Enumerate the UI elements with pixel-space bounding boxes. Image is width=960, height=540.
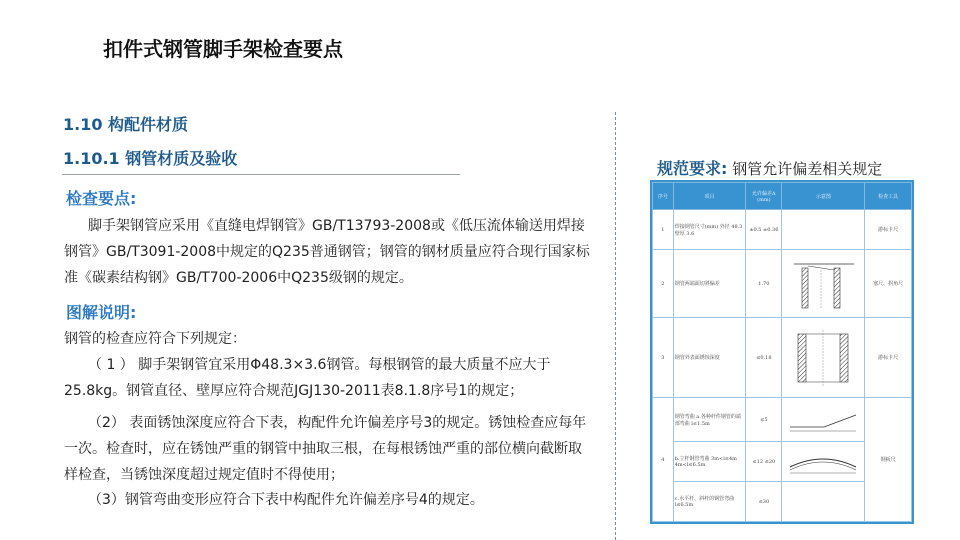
table-cell — [782, 482, 865, 522]
section-heading: 1.10 构配件材质 — [63, 115, 189, 134]
illustration-label: 图解说明: — [66, 303, 137, 322]
table-cell: 钢管弯曲 a.各种杆件钢管的端部弯曲 l≤1.5m — [673, 398, 746, 442]
tolerance-table — [652, 182, 912, 522]
inspection-label: 检查要点: — [66, 189, 137, 208]
table-cell: 焊接钢管尺寸(mm) 外径 48.3 壁厚 3.6 — [673, 210, 746, 250]
table-cell — [782, 250, 865, 318]
table-cell: 4 — [653, 398, 674, 522]
table-header: 示意图 — [782, 183, 865, 210]
table-cell: 塞尺、拐角尺 — [865, 250, 912, 318]
table-cell: 1.70 — [746, 250, 782, 318]
table-cell: c.水平杆、斜杆的钢管弯曲 l≤6.5m — [673, 482, 746, 522]
table-header: 项目 — [673, 183, 746, 210]
table-cell: 2 — [653, 250, 674, 318]
table-cell — [782, 398, 865, 442]
table-cell — [782, 442, 865, 482]
table-row — [653, 398, 912, 442]
table-row — [653, 318, 912, 398]
table-cell: 游标卡尺 — [865, 318, 912, 398]
table-cell: ±0.5 ±0.36 — [746, 210, 782, 250]
requirement-label: 规范要求: — [657, 159, 728, 178]
pole-bend-diagram — [784, 449, 862, 475]
table-row — [653, 250, 912, 318]
pipe-end-diagram — [784, 256, 862, 312]
table-cell: ≤12 ≤20 — [746, 442, 782, 482]
requirement-heading — [657, 156, 882, 179]
table-header-row — [653, 183, 912, 210]
table-cell — [782, 210, 865, 250]
illustration-item-2: （2） 表面锈蚀深度应符合下表，构配件允许偏差序号3的规定。锈蚀检查应每年一次。检查时，应在锈蚀严重的钢管中抽取三根，在每根锈蚀严重的部位横向截断取样检查，当锈蚀深度超过规定值时不得使用； — [64, 415, 587, 483]
subsection-heading: 1.10.1 钢管材质及验收 — [63, 149, 238, 168]
column-divider — [615, 112, 616, 540]
table-cell: ≤5 — [746, 398, 782, 442]
table-cell: ≤0.18 — [746, 318, 782, 398]
illustration-item-3: （3）钢管弯曲变形应符合下表中构配件允许偏差序号4的规定。 — [88, 492, 484, 508]
heading-underline — [62, 174, 460, 175]
table-cell: 3 — [653, 318, 674, 398]
table-header: 允许偏差Δ (mm) — [746, 183, 782, 210]
table-cell — [782, 318, 865, 398]
table-cell: 钢管外表面锈蚀深度 — [673, 318, 746, 398]
pipe-corrosion-diagram — [784, 328, 862, 388]
illustration-intro: 钢管的检查应符合下列规定： — [64, 331, 246, 347]
table-cell: b.立杆钢管弯曲 3m<l≤4m 4m<l≤6.5m — [673, 442, 746, 482]
illustration-item-1: （ 1 ） 脚手架钢管宜采用Φ48.3×3.6钢管。每根钢管的最大质量不应大于25.8kg。钢管直径、壁厚应符合规范JGJ130-2011表8.1.8序号1的规定； — [64, 357, 551, 399]
end-bend-diagram — [784, 405, 862, 435]
requirement-text: 钢管允许偏差相关规定 — [732, 160, 883, 178]
tolerance-table-image — [650, 180, 914, 524]
table-cell: 1 — [653, 210, 674, 250]
table-cell: 钢管两端面切斜偏差 — [673, 250, 746, 318]
table-header: 检查工具 — [865, 183, 912, 210]
page-title: 扣件式钢管脚手架检查要点 — [103, 37, 343, 61]
table-cell: 钢板尺 — [865, 398, 912, 522]
table-row — [653, 210, 912, 250]
table-header: 序号 — [653, 183, 674, 210]
table-cell: ≤30 — [746, 482, 782, 522]
table-cell: 游标卡尺 — [865, 210, 912, 250]
inspection-text: 脚手架钢管应采用《直缝电焊钢管》GB/T13793-2008或《低压流体输送用焊接钢管》GB/T3091-2008中规定的Q235普通钢管；钢管的钢材质量应符合现行国家标准《碳素结构钢》GB/T700-2006中Q235级钢的规定。 — [64, 218, 590, 286]
